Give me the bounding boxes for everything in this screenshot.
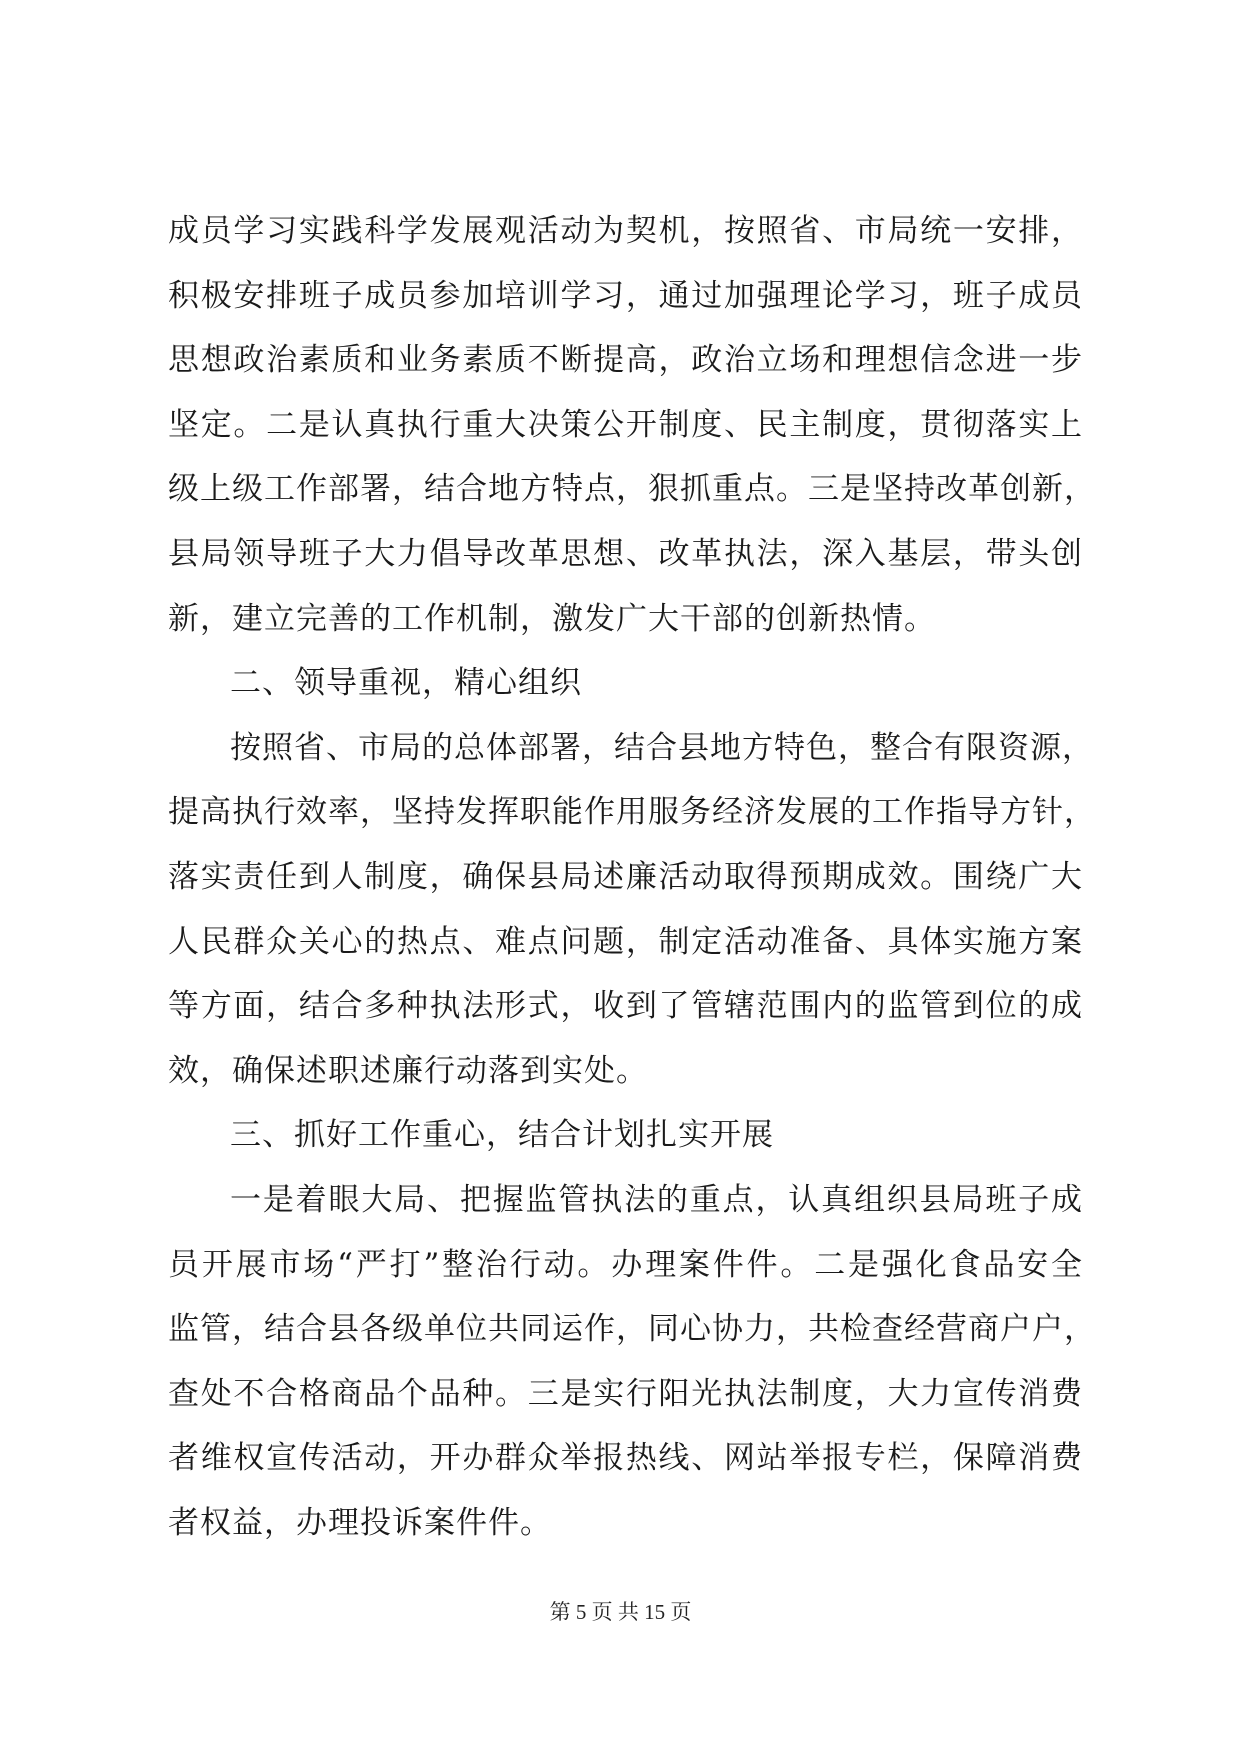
body-line: 积极安排班子成员参加培训学习，通过加强理论学习，班子成员 xyxy=(168,277,1083,314)
body-line: 按照省、市局的总体部署，结合县地方特色，整合有限资源， xyxy=(230,729,1094,766)
body-line: 人民群众关心的热点、难点问题，制定活动准备、具体实施方案 xyxy=(168,923,1083,960)
body-line: 新，建立完善的工作机制，激发广大干部的创新热情。 xyxy=(168,600,936,637)
body-line: 员开展市场“严打”整治行动。办理案件件。二是强化食品安全 xyxy=(168,1246,1083,1283)
body-line: 者维权宣传活动，开办群众举报热线、网站举报专栏，保障消费 xyxy=(168,1440,1083,1477)
body-line: 一是着眼大局、把握监管执法的重点，认真组织县局班子成 xyxy=(230,1181,1083,1218)
body-line: 监管，结合县各级单位共同运作，同心协力，共检查经营商户户， xyxy=(168,1311,1096,1348)
section-heading: 二、领导重视，精心组织 xyxy=(230,665,582,702)
body-line: 效，确保述职述廉行动落到实处。 xyxy=(168,1052,648,1089)
body-line: 查处不合格商品个品种。三是实行阳光执法制度，大力宣传消费 xyxy=(168,1375,1083,1412)
body-line: 成员学习实践科学发展观活动为契机，按照省、市局统一安排， xyxy=(168,213,1083,249)
body-line: 落实责任到人制度，确保县局述廉活动取得预期成效。围绕广大 xyxy=(168,858,1083,895)
body-line: 提高执行效率，坚持发挥职能作用服务经济发展的工作指导方针， xyxy=(168,794,1096,831)
body-line: 坚定。二是认真执行重大决策公开制度、民主制度，贯彻落实上 xyxy=(168,406,1083,443)
page-number-footer: 第 5 页 共 15 页 xyxy=(549,1600,692,1624)
document-body xyxy=(168,199,1096,1555)
body-line: 县局领导班子大力倡导改革思想、改革执法，深入基层，带头创 xyxy=(168,535,1083,572)
body-line: 等方面，结合多种执法形式，收到了管辖范围内的监管到位的成 xyxy=(168,988,1083,1025)
section-heading: 三、抓好工作重心，结合计划扎实开展 xyxy=(230,1117,774,1154)
body-line: 者权益，办理投诉案件件。 xyxy=(168,1504,552,1541)
body-line: 思想政治素质和业务素质不断提高，政治立场和理想信念进一步 xyxy=(168,342,1083,379)
body-line: 级上级工作部署，结合地方特点，狠抓重点。三是坚持改革创新， xyxy=(168,471,1096,508)
